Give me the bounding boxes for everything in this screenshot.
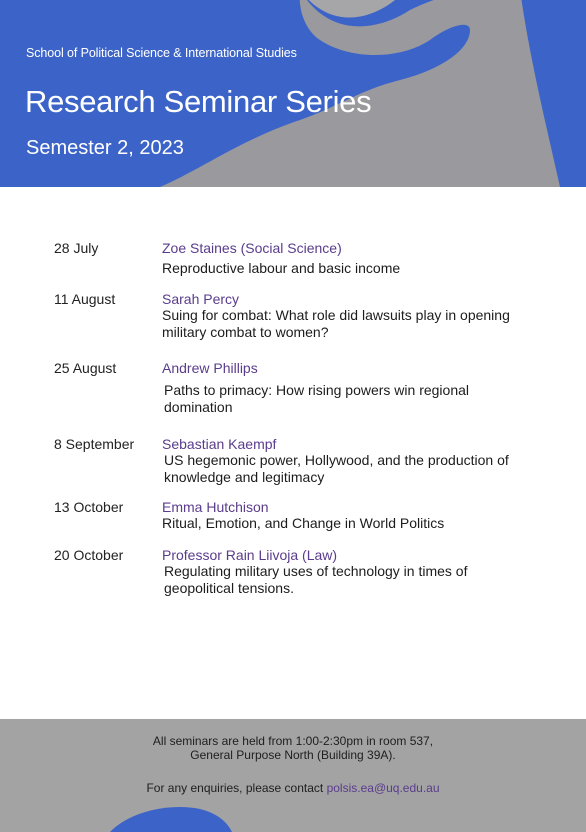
seminar-speaker: Zoe Staines (Social Science) (162, 240, 342, 256)
footer-banner (0, 719, 586, 832)
seminar-talk (162, 515, 542, 532)
seminar-talk-line: Paths to primacy: How rising powers win regional (164, 382, 470, 398)
footer-venue-line: General Purpose North (Building 39A). (190, 748, 396, 762)
semester-label: Semester 2, 2023 (26, 137, 184, 159)
footer-venue-line: All seminars are held from 1:00-2:30pm in room 537, (152, 734, 434, 748)
footer-contact-prefix: For any enquiries, please contact (146, 781, 327, 795)
seminar-speaker: Professor Rain Liivoja (Law) (162, 547, 338, 563)
seminar-talk-line: Reproductive labour and basic income (162, 260, 401, 276)
header-banner (0, 0, 586, 187)
seminar-talk-line: Suing for combat: What role did lawsuits play in opening (162, 307, 510, 323)
seminar-date: 11 August (54, 291, 116, 307)
seminar-talk (164, 452, 544, 486)
seminar-date: 8 September (54, 436, 135, 452)
seminar-talk (162, 260, 542, 277)
seminar-talk-line: Regulating military uses of technology in times of (164, 563, 468, 579)
seminar-talk-line: Ritual, Emotion, and Change in World Politics (162, 515, 445, 531)
page-title: Research Seminar Series (25, 84, 372, 119)
seminar-date: 13 October (54, 499, 124, 515)
seminar-talk (164, 382, 544, 416)
seminar-talk-line: domination (164, 399, 233, 415)
school-name: School of Political Science & International Studies (26, 46, 297, 60)
seminar-talk (162, 307, 542, 341)
contact-email-link[interactable]: polsis.ea@uq.edu.au (326, 781, 440, 795)
footer-venue (0, 734, 586, 762)
seminar-talk (164, 563, 544, 597)
seminar-speaker: Andrew Phillips (162, 360, 258, 376)
seminar-talk-line: US hegemonic power, Hollywood, and the production of (164, 452, 509, 468)
seminar-talk-line: geopolitical tensions. (164, 580, 294, 596)
footer-contact (0, 781, 586, 795)
seminar-talk-line: military combat to women? (162, 324, 329, 340)
seminar-date: 28 July (54, 240, 99, 256)
seminar-date: 20 October (54, 547, 124, 563)
seminar-date: 25 August (54, 360, 117, 376)
seminar-speaker: Sebastian Kaempf (162, 436, 277, 452)
seminar-speaker: Emma Hutchison (162, 499, 269, 515)
seminar-talk-line: knowledge and legitimacy (164, 469, 325, 485)
seminar-speaker: Sarah Percy (162, 291, 240, 307)
